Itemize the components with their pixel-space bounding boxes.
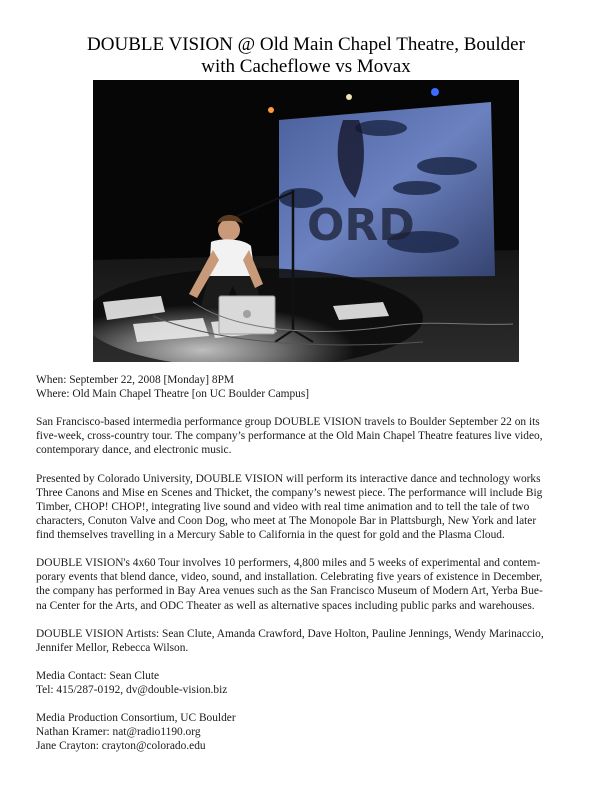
- media-contact-phone-email: Tel: 415/287-0192, dv@double-vision.biz: [36, 684, 228, 697]
- stage-light-1: [268, 107, 274, 113]
- artists-line: DOUBLE VISION Artists: Sean Clute, Amanda Crawford, Dave Holton, Pauline Jennings, Wendy Marinaccio,: [36, 627, 544, 640]
- consortium-contact: Nathan Kramer: nat@radio1190.org: [36, 726, 201, 739]
- performance-photo-illustration: [93, 80, 519, 362]
- tour-paragraph: [36, 556, 588, 612]
- presented-paragraph: [36, 472, 588, 542]
- tour-line: DOUBLE VISION's 4x60 Tour involves 10 performers, 4,800 miles and 5 weeks of experimental and contem-: [36, 557, 541, 570]
- intro-paragraph: [36, 415, 588, 457]
- intro-line: contemporary dance, and electronic music.: [36, 444, 232, 457]
- presented-line: Timber, CHOP! CHOP!, integrating live sound and video with real time animation and to tell the tale of two: [36, 500, 530, 513]
- press-release-body: [36, 373, 588, 768]
- tour-line: porary events that blend dance, video, sound, and installation. Celebrating five years of existence in December,: [36, 571, 543, 584]
- projected-text: ORD: [307, 200, 415, 251]
- event-where: Where: Old Main Chapel Theatre [on UC Boulder Campus]: [36, 388, 310, 401]
- media-consortium: [36, 711, 588, 753]
- artists-line: Jennifer Mellor, Rebecca Wilson.: [36, 641, 189, 654]
- page-title: [0, 34, 612, 78]
- presented-line: find themselves travelling in a Mercury Sable to California in the quest for gold and the Plasma Cloud.: [36, 529, 505, 542]
- presented-line: Three Canons and Mise en Scenes and Thicket, the company’s newest piece. The performance will include Big: [36, 486, 543, 499]
- media-contact: [36, 669, 588, 697]
- presented-line: characters, Conuton Valve and Coon Dog, who meet at The Monopole Bar in Plattsburgh, New York and later: [36, 514, 537, 527]
- event-when: When: September 22, 2008 [Monday] 8PM: [36, 374, 235, 386]
- intro-line: five-week, cross-country tour. The company’s performance at the Old Main Chapel Theatre features live video,: [36, 430, 543, 443]
- title-line-1: DOUBLE VISION @ Old Main Chapel Theatre, Boulder: [87, 34, 525, 55]
- tour-line: na Center for the Arts, and ODC Theater as well as alternative spaces including public parks and warehouses.: [36, 599, 535, 612]
- consortium-name: Media Production Consortium, UC Boulder: [36, 712, 236, 725]
- media-contact-name: Media Contact: Sean Clute: [36, 669, 160, 682]
- intro-line: San Francisco-based intermedia performance group DOUBLE VISION travels to Boulder September 22 on its: [36, 416, 540, 429]
- event-details: [36, 373, 588, 401]
- performance-photo: [93, 80, 519, 362]
- apple-logo-icon: [243, 310, 251, 318]
- artists-paragraph: [36, 627, 588, 655]
- consortium-contact: Jane Crayton: crayton@colorado.edu: [36, 740, 206, 753]
- title-line-2: with Cacheflowe vs Movax: [201, 56, 411, 77]
- tour-line: the company has performed in Bay Area venues such as the San Francisco Museum of Modern Art, Yerba Bue-: [36, 585, 543, 598]
- laptop: [219, 296, 275, 334]
- presented-line: Presented by Colorado University, DOUBLE VISION will perform its interactive dance and technology works: [36, 472, 541, 485]
